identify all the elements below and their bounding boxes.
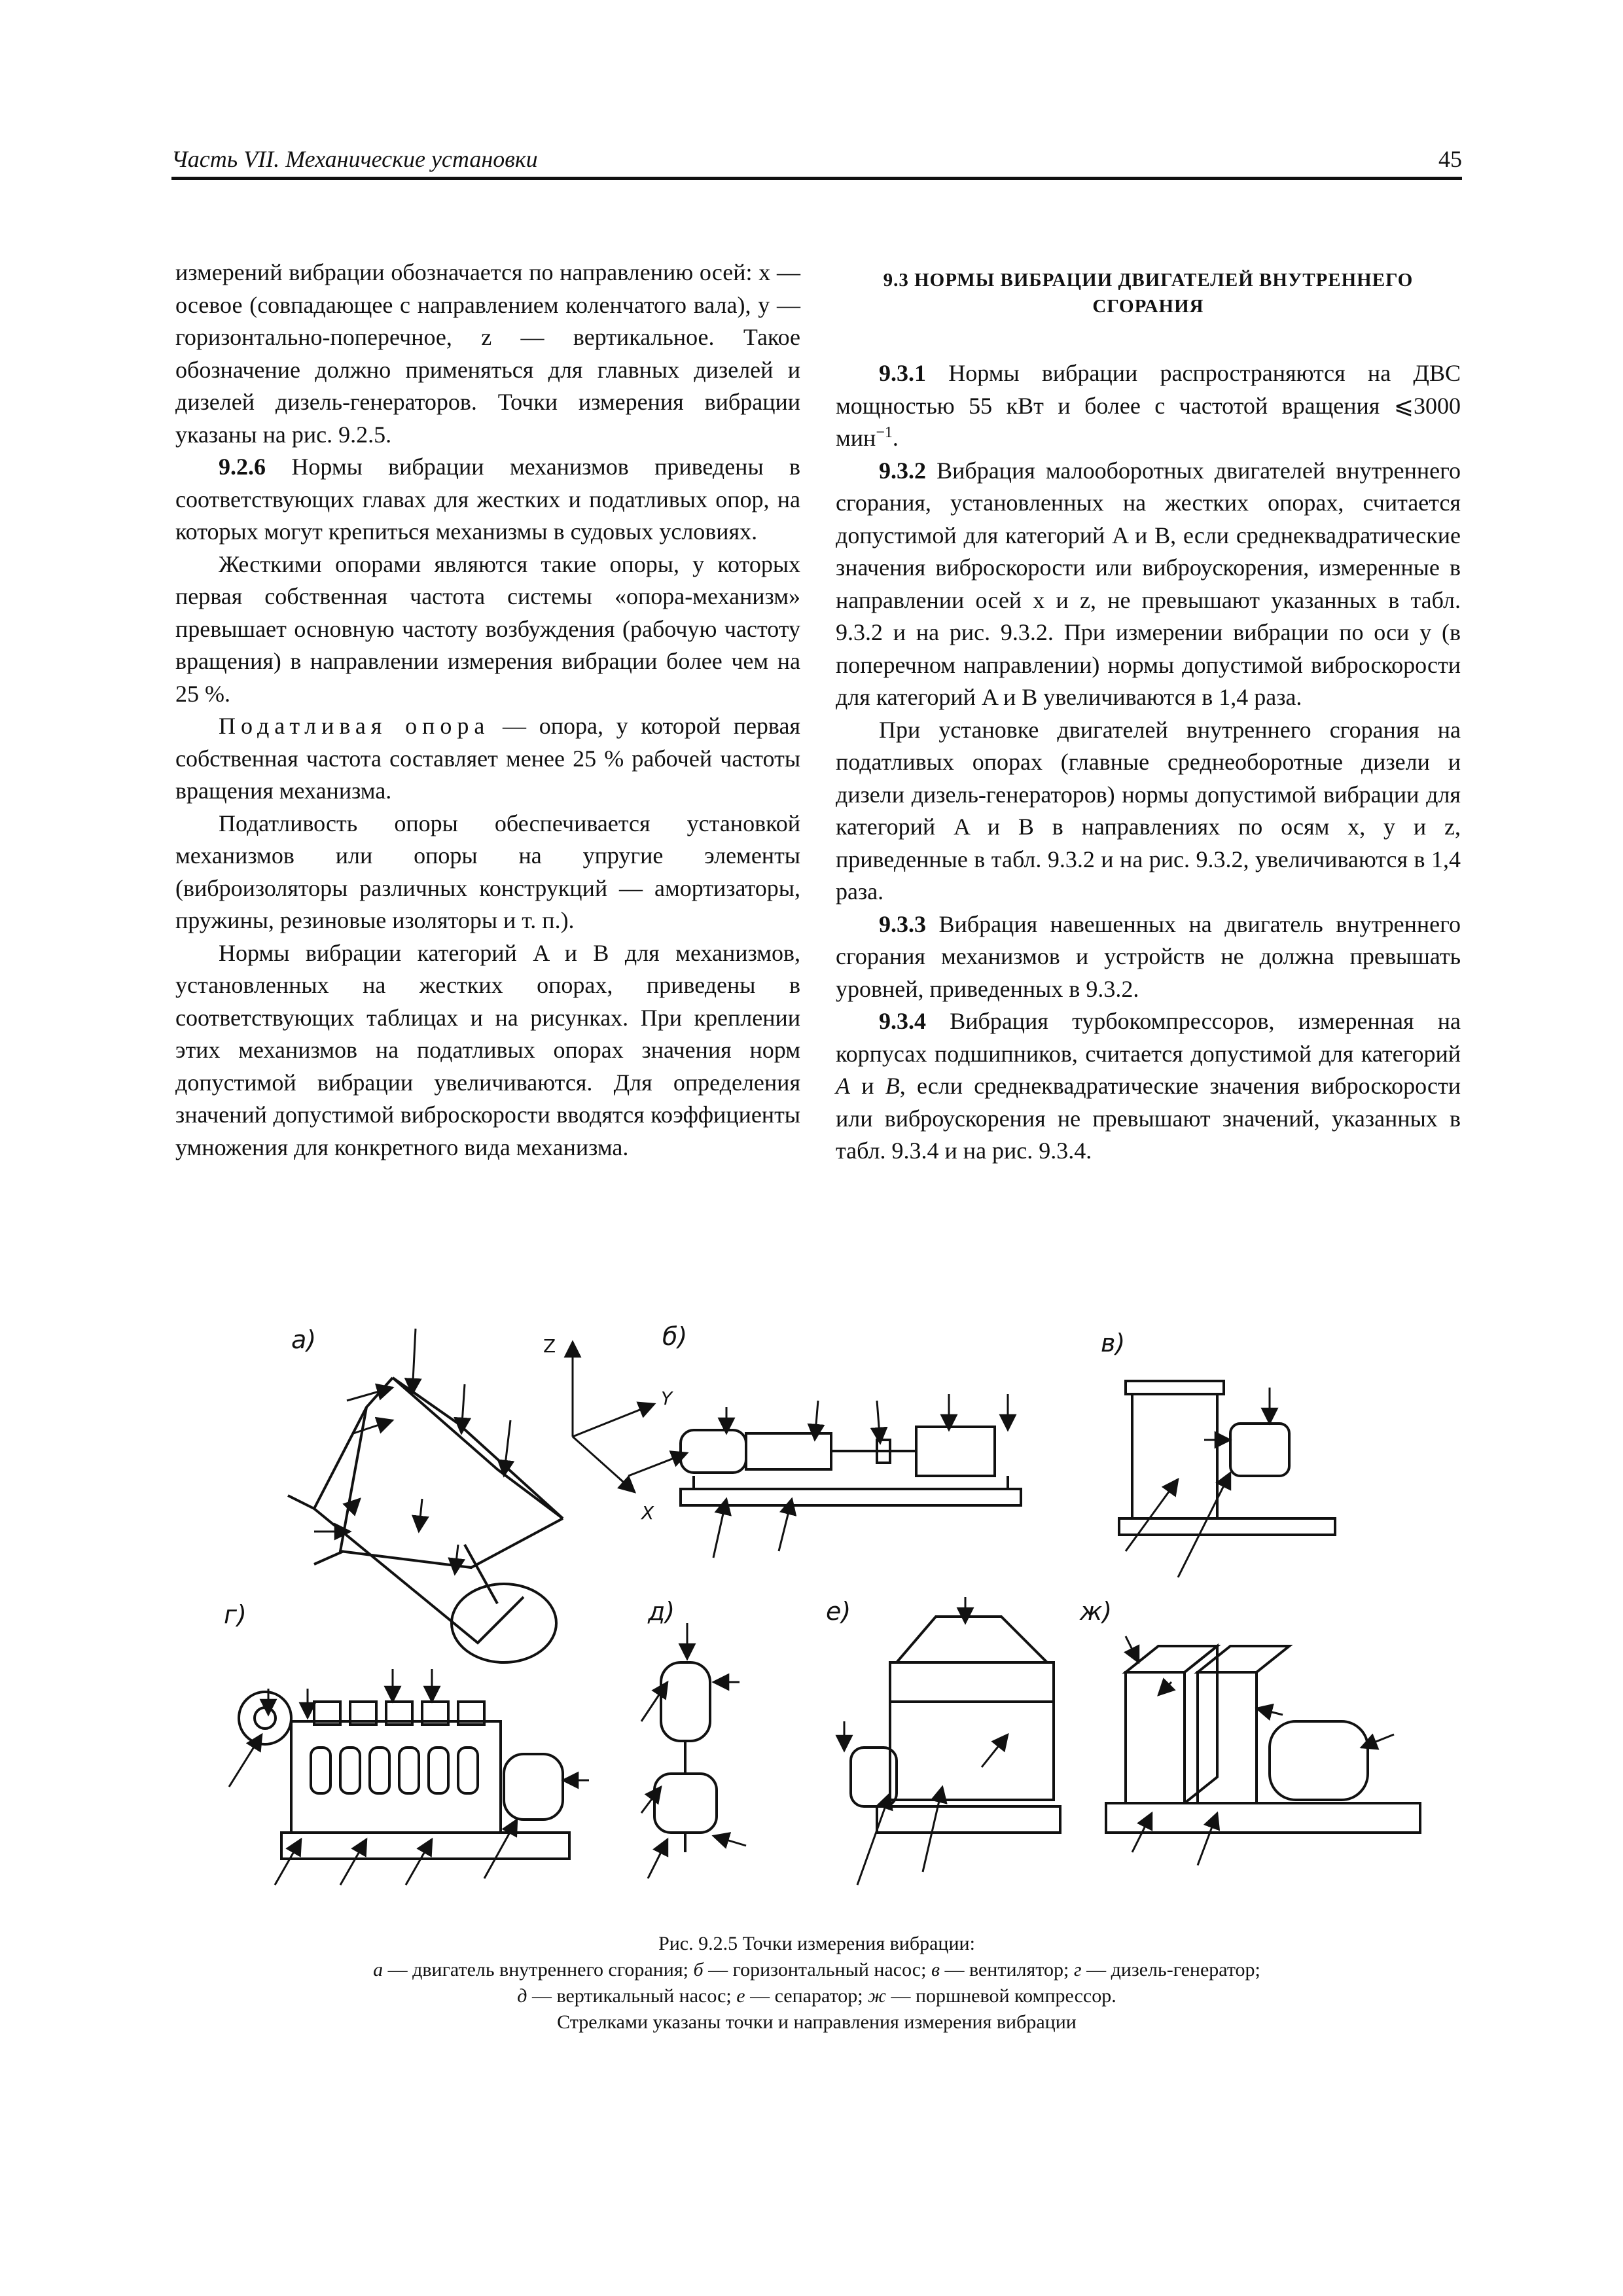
page-header (171, 145, 1462, 178)
axis-label-z: Z (543, 1335, 556, 1357)
horizontal-pump-drawing (681, 1427, 1021, 1505)
paragraph: При установке двигателей внутреннего сгорания на податливых опорах (главные среднеоборотные дизели и дизели дизель-генераторов) нормы допустимой вибрации для категорий A и B в направлениях по осям x, y и z, приведенные в табл. 9.3.2 и на рис. 9.3.2, увеличиваются в 1,4 раза. (836, 716, 1461, 905)
fan-arrows (1126, 1388, 1270, 1577)
caption-text: — двигатель внутреннего сгорания; (383, 1959, 694, 1981)
clause-number: 9.3.3 (879, 910, 926, 937)
caption-key: в (931, 1959, 940, 1981)
caption-text: — сепаратор; (745, 1985, 868, 2007)
page-number: 45 (1438, 146, 1462, 172)
paragraph: Податливость опоры обеспечивается установкой механизмов или опоры на упругие элементы (виброизоляторы различных конструкций — амортизаторы, пружины, резиновые изоляторы и т. п.). (175, 810, 800, 933)
subfigure-label-a: а) (291, 1325, 317, 1354)
caption-key: ж (868, 1985, 886, 2007)
paragraph-9-3-2 (836, 455, 1461, 714)
fan-drawing (1119, 1381, 1335, 1535)
clause-number: 9.2.6 (219, 454, 266, 480)
paragraph: Нормы вибрации категорий A и B для механизмов, установленных на жестких опорах, приведены в соответствующих таблицах и на рисунках. При креплении этих механизмов на податливых опорах значения норм допустимой вибрации увеличиваются. Для определения значений допустимой виброскорости вводятся коэффициенты умножения для конкретного вида механизма. (175, 939, 800, 1160)
left-column (175, 257, 800, 1164)
header-rule (171, 177, 1462, 180)
caption-text: — поршневой компрессор. (885, 1985, 1116, 2007)
paragraph-text: , если среднеквадратические значения виброскорости или виброускорения не превышают значений, указанных в табл. 9.3.4 и на рис. 9.3.4. (836, 1073, 1461, 1164)
exponent: −1 (876, 424, 893, 441)
subfigure-label-v: в) (1101, 1329, 1126, 1357)
paragraph-9-2-6 (175, 451, 800, 548)
diesel-generator-drawing (239, 1692, 569, 1859)
caption-key: а (373, 1959, 383, 1981)
paragraph-text: Вибрация турбокомпрессоров, измеренная на корпусах подшипников, считается допустимой для категорий (836, 1008, 1461, 1067)
right-column (836, 257, 1461, 1168)
paragraph-text: — опора, у которой первая собственная частота составляет менее 25 % рабочей частоты вращения механизма. (175, 713, 800, 804)
paragraph-9-3-4 (836, 1005, 1461, 1168)
subfigure-label-b: б) (662, 1322, 688, 1351)
category-a: A (836, 1073, 850, 1099)
caption-text: — дизель-генератор; (1081, 1959, 1260, 1981)
caption-title: Рис. 9.2.5 Точки измерения вибрации: (658, 1933, 975, 1954)
paragraph: Жесткими опорами являются такие опоры, у которых первая собственная частота системы «опора-механизм» превышает основную частоту возбуждения (рабочую частоту вращения) в направлении измерения вибрации более чем на 25 %. (175, 550, 800, 707)
engine-drawing (288, 1378, 563, 1662)
clause-number: 9.3.4 (879, 1008, 926, 1034)
caption-text: — вентилятор; (940, 1959, 1074, 1981)
compressor-drawing (1106, 1646, 1420, 1833)
paragraph-compliant-support (175, 710, 800, 808)
vertical-pump-drawing (654, 1662, 717, 1852)
clause-number: 9.3.1 (879, 360, 926, 386)
paragraph-text: Нормы вибрации механизмов приведены в соответствующих главах для жестких и податливых опор, на которых могут крепиться механизмы в судовых условиях. (175, 454, 800, 545)
separator-drawing (851, 1617, 1060, 1833)
clause-number: 9.3.2 (879, 457, 926, 484)
separator-arrows (844, 1597, 1008, 1885)
caption-line (171, 1957, 1462, 1983)
caption-note: Стрелками указаны точки и направления измерения вибрации (557, 2011, 1077, 2033)
category-b: B (885, 1073, 900, 1099)
paragraph: измерений вибрации обозначается по направлению осей: x — осевое (совпадающее с направлением коленчатого вала), y — горизонтально-поперечное, z — вертикальное. Такое обозначение должно применяться для главных дизелей и дизелей дизель-генераторов. Точки измерения вибрации указаны на рис. 9.2.5. (175, 259, 800, 448)
paragraph-text: Вибрация навешенных на двигатель внутреннего сгорания механизмов и устройств не должна превышать уровней, приведенных в 9.3.2. (836, 910, 1461, 1002)
subfigure-label-e: е) (826, 1597, 851, 1626)
subfigure-label-d: д) (648, 1597, 675, 1626)
conjunction: и (850, 1073, 885, 1099)
paragraph-9-3-3 (836, 908, 1461, 1006)
subfigure-label-g: г) (224, 1600, 247, 1629)
axis-label-x: X (641, 1502, 654, 1524)
period: . (892, 425, 899, 451)
paragraph-text: Вибрация малооборотных двигателей внутреннего сгорания, установленных на жестких опорах, считается допустимой для категорий A и B, если среднеквадратические значения виброскорости или виброускорения, измеренные в направлении осей x и z, не превышают указанных в табл. 9.3.2 и на рис. 9.3.2. При измерении вибрации по оси y (в поперечном направлении) нормы допустимой виброскорости для категорий A и B увеличиваются в 1,4 раза. (836, 457, 1461, 710)
caption-key: г (1073, 1959, 1082, 1981)
paragraph-9-3-1 (836, 357, 1461, 455)
caption-text: — вертикальный насос; (527, 1985, 737, 2007)
caption-key: д (517, 1985, 527, 2007)
caption-text: — горизонтальный насос; (703, 1959, 931, 1981)
paragraph-text: Нормы вибрации распространяются на ДВС мощностью 55 кВт и более с частотой вращения ⩽3000 мин (836, 360, 1461, 451)
caption-key: б (693, 1959, 704, 1981)
caption-key: е (736, 1985, 745, 2007)
section-heading: 9.3 НОРМЫ ВИБРАЦИИ ДВИГАТЕЛЕЙ ВНУТРЕННЕГО СГОРАНИЯ (883, 270, 1414, 317)
axis-label-y: Y (661, 1388, 673, 1409)
figure-caption (171, 1931, 1462, 2036)
spaced-term: Податливая опора (219, 713, 490, 739)
caption-line (171, 1983, 1462, 2009)
running-title: Часть VII. Механические установки (171, 146, 538, 172)
subfigure-label-zh: ж) (1080, 1597, 1113, 1626)
